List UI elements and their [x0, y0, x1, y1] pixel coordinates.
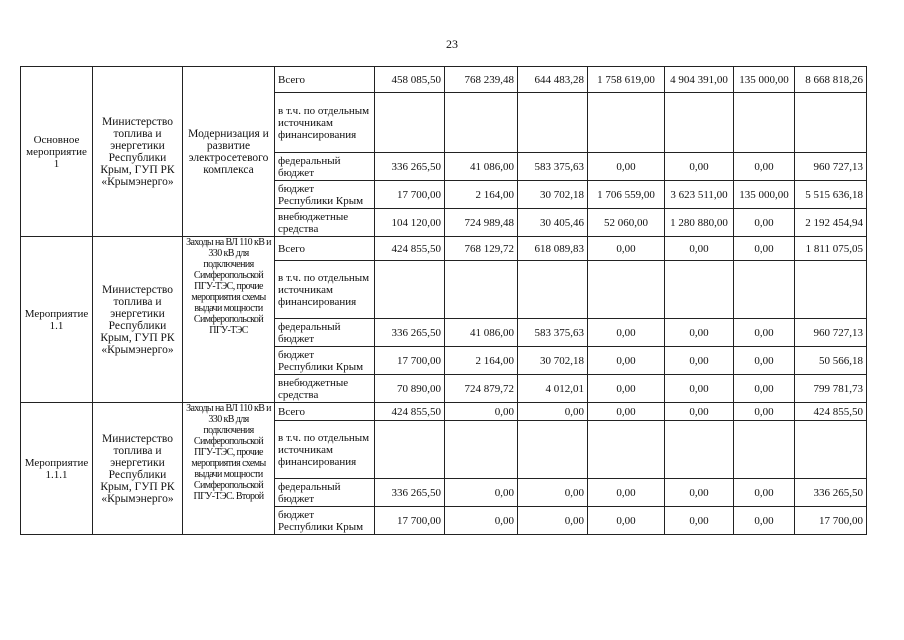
amount-cell: 4 904 391,00 — [665, 67, 734, 93]
activity-category: Основное мероприятие 1 — [21, 67, 93, 237]
amount-cell: 0,00 — [445, 507, 518, 535]
amount-cell — [518, 93, 588, 153]
amount-cell — [734, 93, 795, 153]
amount-cell: 724 879,72 — [445, 375, 518, 403]
amount-cell: 30 405,46 — [518, 209, 588, 237]
funding-source: внебюджетные средства — [275, 375, 375, 403]
funding-source: федеральный бюджет — [275, 479, 375, 507]
amount-cell: 30 702,18 — [518, 347, 588, 375]
amount-cell: 30 702,18 — [518, 181, 588, 209]
funding-source: бюджет Республики Крым — [275, 347, 375, 375]
amount-cell: 1 280 880,00 — [665, 209, 734, 237]
amount-cell — [665, 421, 734, 479]
funding-source: бюджет Республики Крым — [275, 181, 375, 209]
amount-cell: 0,00 — [734, 375, 795, 403]
funding-source: федеральный бюджет — [275, 153, 375, 181]
amount-cell: 0,00 — [665, 319, 734, 347]
amount-cell: 960 727,13 — [795, 153, 867, 181]
amount-cell — [588, 261, 665, 319]
funding-source: Всего — [275, 237, 375, 261]
amount-cell: 724 989,48 — [445, 209, 518, 237]
activity-category: Мероприятие 1.1.1 — [21, 403, 93, 535]
funding-source: Всего — [275, 67, 375, 93]
amount-cell: 0,00 — [665, 507, 734, 535]
amount-cell: 17 700,00 — [795, 507, 867, 535]
amount-cell: 0,00 — [734, 319, 795, 347]
amount-cell: 0,00 — [734, 347, 795, 375]
amount-cell — [795, 93, 867, 153]
responsible-executor: Министерство топлива и энергетики Республики Крым, ГУП РК «Крымэнерго» — [93, 67, 183, 237]
amount-cell: 0,00 — [445, 479, 518, 507]
amount-cell: 0,00 — [588, 347, 665, 375]
amount-cell: 768 129,72 — [445, 237, 518, 261]
funding-source: Всего — [275, 403, 375, 421]
table-row — [21, 403, 867, 421]
amount-cell: 135 000,00 — [734, 181, 795, 209]
amount-cell: 583 375,63 — [518, 153, 588, 181]
amount-cell — [375, 261, 445, 319]
funding-source: в т.ч. по отдельным источникам финансирования — [275, 421, 375, 479]
amount-cell: 336 265,50 — [375, 153, 445, 181]
amount-cell: 41 086,00 — [445, 153, 518, 181]
amount-cell: 424 855,50 — [795, 403, 867, 421]
responsible-executor: Министерство топлива и энергетики Республики Крым, ГУП РК «Крымэнерго» — [93, 237, 183, 403]
amount-cell — [518, 261, 588, 319]
amount-cell: 17 700,00 — [375, 347, 445, 375]
amount-cell: 458 085,50 — [375, 67, 445, 93]
amount-cell: 0,00 — [665, 347, 734, 375]
amount-cell: 104 120,00 — [375, 209, 445, 237]
amount-cell: 618 089,83 — [518, 237, 588, 261]
funding-source: в т.ч. по отдельным источникам финансирования — [275, 93, 375, 153]
financing-table — [20, 66, 867, 535]
table-body — [21, 67, 867, 535]
amount-cell: 0,00 — [734, 479, 795, 507]
amount-cell: 17 700,00 — [375, 181, 445, 209]
amount-cell: 0,00 — [518, 507, 588, 535]
amount-cell — [375, 421, 445, 479]
activity-category: Мероприятие 1.1 — [21, 237, 93, 403]
amount-cell — [445, 93, 518, 153]
amount-cell: 2 164,00 — [445, 347, 518, 375]
amount-cell: 0,00 — [665, 375, 734, 403]
amount-cell: 4 012,01 — [518, 375, 588, 403]
amount-cell: 336 265,50 — [375, 319, 445, 347]
amount-cell: 2 164,00 — [445, 181, 518, 209]
amount-cell: 0,00 — [665, 479, 734, 507]
amount-cell: 768 239,48 — [445, 67, 518, 93]
amount-cell: 0,00 — [665, 403, 734, 421]
amount-cell — [795, 261, 867, 319]
responsible-executor: Министерство топлива и энергетики Республики Крым, ГУП РК «Крымэнерго» — [93, 403, 183, 535]
amount-cell — [734, 421, 795, 479]
funding-source: бюджет Республики Крым — [275, 507, 375, 535]
amount-cell — [518, 421, 588, 479]
amount-cell: 644 483,28 — [518, 67, 588, 93]
amount-cell: 0,00 — [588, 507, 665, 535]
amount-cell: 0,00 — [445, 403, 518, 421]
amount-cell: 3 623 511,00 — [665, 181, 734, 209]
event-name: Заходы на ВЛ 110 кВ и 330 кВ для подключения Симферопольской ПГУ-ТЭС, прочие мероприятия схемы выдачи мощности Симферопольской ПГУ-ТЭС — [183, 237, 275, 403]
amount-cell: 2 192 454,94 — [795, 209, 867, 237]
amount-cell: 0,00 — [588, 237, 665, 261]
table-row — [21, 67, 867, 93]
amount-cell: 1 811 075,05 — [795, 237, 867, 261]
amount-cell: 0,00 — [734, 403, 795, 421]
amount-cell — [665, 261, 734, 319]
amount-cell: 0,00 — [734, 153, 795, 181]
amount-cell — [375, 93, 445, 153]
amount-cell: 0,00 — [665, 153, 734, 181]
event-name: Заходы на ВЛ 110 кВ и 330 кВ для подключения Симферопольской ПГУ-ТЭС, прочие мероприятия схемы выдачи мощности Симферопольской ПГУ-ТЭС. Второй — [183, 403, 275, 535]
amount-cell: 50 566,18 — [795, 347, 867, 375]
amount-cell: 52 060,00 — [588, 209, 665, 237]
amount-cell — [445, 421, 518, 479]
amount-cell: 1 758 619,00 — [588, 67, 665, 93]
amount-cell: 0,00 — [734, 209, 795, 237]
funding-source: внебюджетные средства — [275, 209, 375, 237]
amount-cell: 0,00 — [734, 237, 795, 261]
amount-cell: 336 265,50 — [795, 479, 867, 507]
amount-cell: 960 727,13 — [795, 319, 867, 347]
amount-cell — [588, 93, 665, 153]
amount-cell: 0,00 — [518, 403, 588, 421]
amount-cell: 424 855,50 — [375, 237, 445, 261]
amount-cell: 5 515 636,18 — [795, 181, 867, 209]
amount-cell — [734, 261, 795, 319]
amount-cell: 0,00 — [665, 237, 734, 261]
amount-cell: 0,00 — [518, 479, 588, 507]
amount-cell: 17 700,00 — [375, 507, 445, 535]
amount-cell: 336 265,50 — [375, 479, 445, 507]
amount-cell: 0,00 — [588, 319, 665, 347]
amount-cell: 8 668 818,26 — [795, 67, 867, 93]
amount-cell: 0,00 — [588, 375, 665, 403]
amount-cell: 70 890,00 — [375, 375, 445, 403]
amount-cell: 0,00 — [588, 479, 665, 507]
table-row — [21, 237, 867, 261]
amount-cell: 0,00 — [734, 507, 795, 535]
funding-source: федеральный бюджет — [275, 319, 375, 347]
amount-cell: 424 855,50 — [375, 403, 445, 421]
amount-cell: 799 781,73 — [795, 375, 867, 403]
amount-cell: 135 000,00 — [734, 67, 795, 93]
amount-cell — [588, 421, 665, 479]
amount-cell: 583 375,63 — [518, 319, 588, 347]
amount-cell: 41 086,00 — [445, 319, 518, 347]
amount-cell — [665, 93, 734, 153]
amount-cell: 1 706 559,00 — [588, 181, 665, 209]
page-number: 23 — [446, 37, 458, 51]
amount-cell — [445, 261, 518, 319]
amount-cell: 0,00 — [588, 403, 665, 421]
amount-cell: 0,00 — [588, 153, 665, 181]
funding-source: в т.ч. по отдельным источникам финансирования — [275, 261, 375, 319]
amount-cell — [795, 421, 867, 479]
event-name: Модернизация и развитие электросетевого комплекса — [183, 67, 275, 237]
